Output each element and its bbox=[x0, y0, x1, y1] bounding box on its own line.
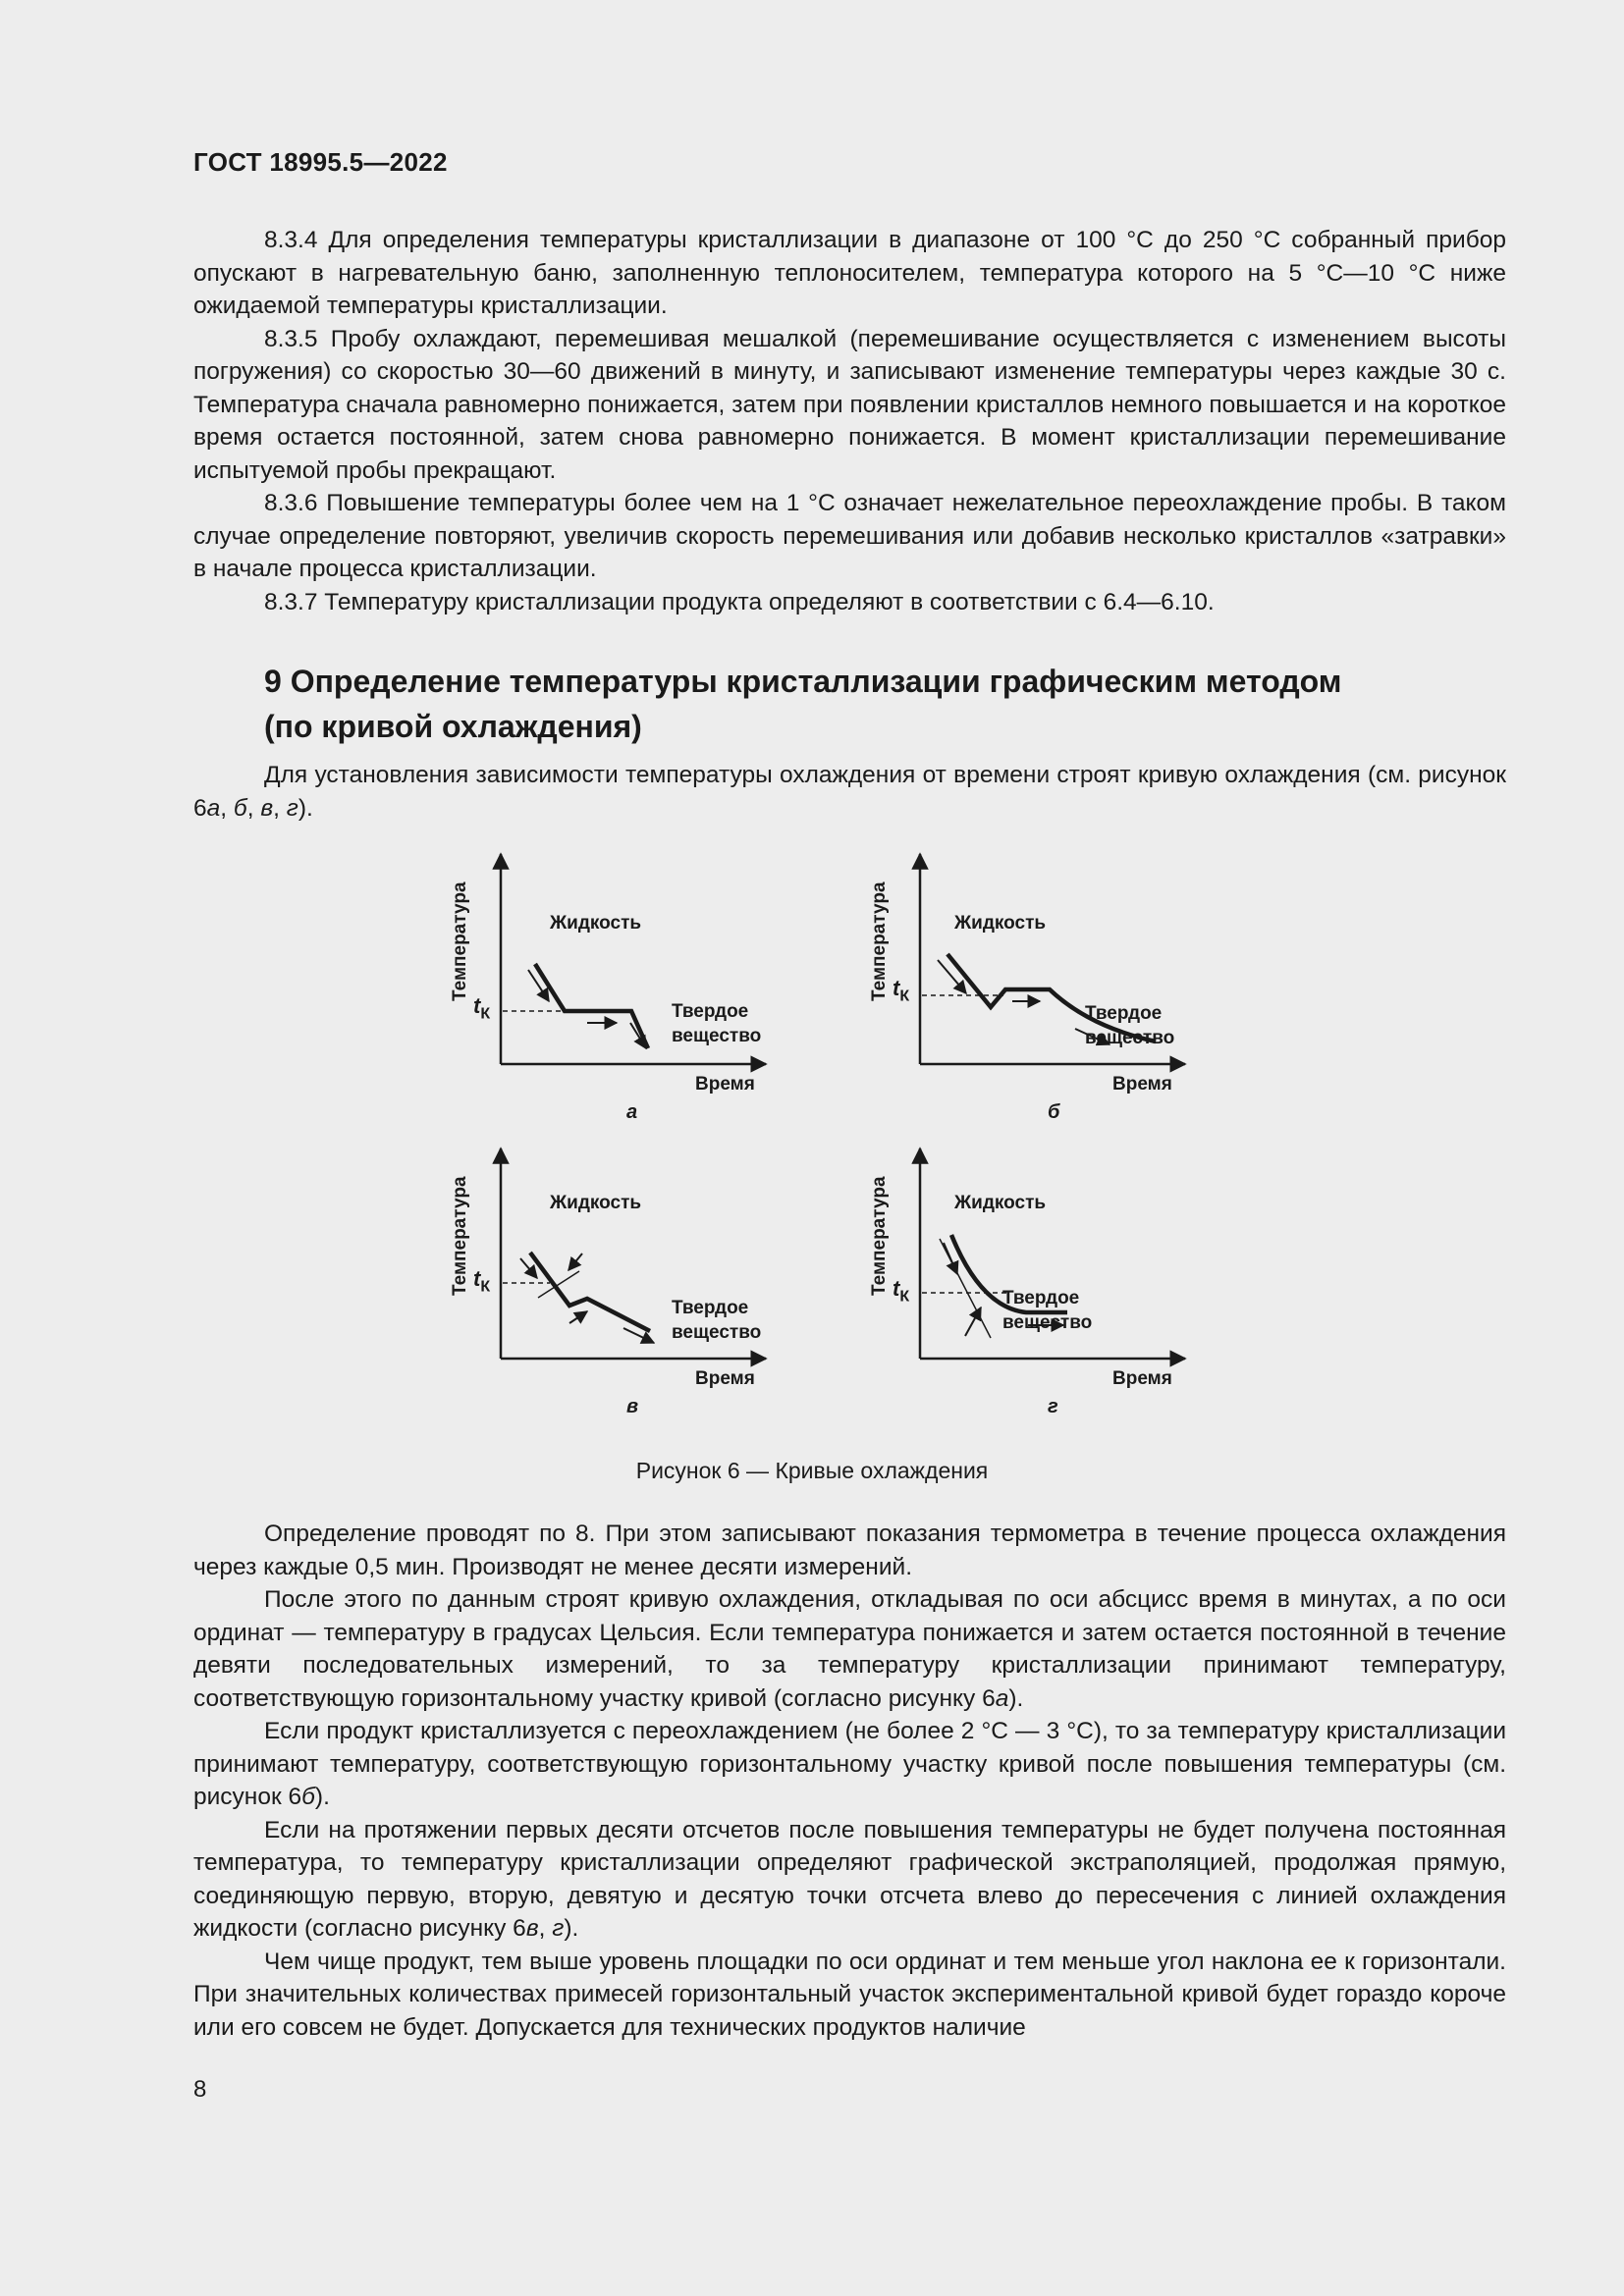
intro-sep: , bbox=[273, 794, 287, 822]
p4-text: Если на протяжении первых десяти отсчетов после повышения температуры не будет получена постоянная температура, то температуру кристаллизации определяют графической экстраполяцией, продолжая прямую, соединяющую первую, вторую, девятую и десятую точки отсчета влево до пересечения с линией охлаждения жидкости (согласно рисунку 6 bbox=[193, 1816, 1506, 1942]
arrow bbox=[528, 970, 549, 1001]
y-axis-label: Температура bbox=[869, 881, 890, 1001]
liquid-label: Жидкость bbox=[550, 913, 642, 934]
liquid-label: Жидкость bbox=[550, 1193, 642, 1213]
section-9-intro bbox=[193, 759, 1506, 825]
figure-caption: Рисунок 6 — Кривые охлаждения bbox=[635, 1458, 989, 1483]
intro-ref-b: б bbox=[233, 794, 247, 822]
intro-sep: , bbox=[220, 794, 234, 822]
cooling-curve bbox=[535, 964, 648, 1048]
intro-end: ). bbox=[298, 794, 313, 822]
panel-letter: в bbox=[626, 1396, 639, 1417]
p2-text: После этого по данным строят кривую охлаждения, откладывая по оси абсцисс время в минутах, а по оси ординат — температуру в градусах Цельсия. Если температура понижается и затем остается постоянной в течение девяти последовательных измерений, то за температуру кристаллизации принимают температуру, соответствующую горизонтальному участку кривой (согласно рисунку 6 bbox=[193, 1586, 1506, 1712]
arrow bbox=[569, 1311, 587, 1323]
panel-letter: б bbox=[1048, 1101, 1060, 1123]
section-9-title-line2: (по кривой охлаждения) bbox=[264, 709, 642, 744]
y-axis-label: Температура bbox=[450, 1176, 470, 1296]
solid-label-1: Твердое bbox=[1002, 1288, 1080, 1308]
x-axis-label: Время bbox=[695, 1074, 755, 1095]
p4-ref-1: в bbox=[525, 1915, 539, 1942]
tk-symbol: t bbox=[893, 976, 900, 1000]
panel-v bbox=[412, 1129, 844, 1433]
body-paragraph-3 bbox=[193, 1715, 1506, 1814]
solid-label-2: вещество bbox=[672, 1026, 762, 1046]
solid-label-1: Твердое bbox=[672, 1298, 749, 1318]
panel-b bbox=[832, 834, 1264, 1139]
tk-subscript: К bbox=[899, 1288, 910, 1306]
intro-ref-g: г bbox=[286, 794, 298, 822]
paragraph-8-3-6: 8.3.6 Повышение температуры более чем на 1 °С означает нежелательное переохлаждение пробы. В таком случае определение повторяют, увеличив скорость перемешивания или добавив несколько кристаллов «затравки» в начале процесса кристаллизации. bbox=[193, 490, 1506, 582]
x-axis-label: Время bbox=[1112, 1368, 1172, 1389]
section-8-paragraphs bbox=[193, 224, 1506, 618]
panel-letter: а bbox=[626, 1101, 638, 1123]
p4-end: ). bbox=[564, 1915, 579, 1942]
solid-label-1: Твердое bbox=[1085, 1003, 1163, 1024]
arrow bbox=[938, 960, 966, 993]
panel-a bbox=[412, 834, 844, 1139]
arrow bbox=[965, 1308, 981, 1336]
p3-text: Если продукт кристаллизуется с переохлаждением (не более 2 °С — 3 °С), то за температуру кристаллизации принимают температуру, соответствующую горизонтальному участку кривой после повышения температуры (см. рисунок 6 bbox=[193, 1718, 1506, 1810]
panel-a-graph bbox=[412, 834, 844, 1139]
liquid-label: Жидкость bbox=[954, 1193, 1047, 1213]
liquid-label: Жидкость bbox=[954, 913, 1047, 934]
paragraph-8-3-5: 8.3.5 Пробу охлаждают, перемешивая мешалкой (перемешивание осуществляется с изменением высоты погружения) со скоростью 30—60 движений в минуту, и записывают изменение температуры через каждые 30 с. Температура сначала равномерно понижается, затем при появлении кристаллов немного повышается и на короткое время остается постоянной, затем снова равномерно понижается. В момент кристаллизации перемешивание испытуемой пробы прекращают. bbox=[193, 325, 1506, 484]
intro-sep: , bbox=[246, 794, 261, 822]
intro-paragraph bbox=[193, 759, 1506, 825]
document-header: ГОСТ 18995.5—2022 bbox=[193, 147, 448, 177]
solid-label-2: вещество bbox=[1002, 1312, 1093, 1333]
tk-subscript: К bbox=[899, 988, 910, 1005]
panel-g bbox=[832, 1129, 1264, 1433]
tk-subscript: К bbox=[480, 1278, 491, 1296]
intro-text: Для установления зависимости температуры охлаждения от времени строят кривую охлаждения (см. рисунок 6 bbox=[193, 762, 1506, 822]
p3-ref: б bbox=[301, 1784, 315, 1810]
arrow bbox=[568, 1254, 582, 1270]
tk-label bbox=[893, 976, 909, 1005]
section-9-title-line1: 9 Определение температуры кристаллизации графическим методом bbox=[264, 664, 1342, 699]
tk-label bbox=[473, 993, 490, 1023]
solid-label-1: Твердое bbox=[672, 1001, 749, 1022]
paragraph-8-3-7: 8.3.7 Температуру кристаллизации продукта определяют в соответствии с 6.4—6.10. bbox=[264, 588, 1215, 615]
body-paragraph-1: Определение проводят по 8. При этом записывают показания термометра в течение процесса охлаждения через каждые 0,5 мин. Производят не менее десяти измерений. bbox=[193, 1521, 1506, 1580]
intro-ref-a: а bbox=[206, 794, 221, 822]
p4-sep: , bbox=[538, 1915, 553, 1942]
body-paragraph-5: Чем чище продукт, тем выше уровень площадки по оси ординат и тем меньше угол наклона ее к горизонтали. При значительных количествах примесей горизонтальный участок экспериментальной кривой будет гораздо короче или его совсем не будет. Допускается для технических продуктов наличие bbox=[193, 1948, 1506, 2041]
p2-ref: а bbox=[995, 1684, 1009, 1712]
p4-ref-2: г bbox=[552, 1915, 565, 1942]
tk-symbol: t bbox=[473, 993, 481, 1018]
p2-end: ). bbox=[1008, 1684, 1024, 1712]
x-axis-label: Время bbox=[1112, 1074, 1172, 1095]
intro-ref-v: в bbox=[260, 794, 274, 822]
section-9-body bbox=[193, 1518, 1506, 2044]
body-paragraph-4 bbox=[193, 1814, 1506, 1946]
p3-end: ). bbox=[314, 1784, 330, 1810]
tk-label bbox=[893, 1276, 909, 1306]
section-9-title bbox=[264, 659, 1491, 749]
figure-6 bbox=[412, 834, 1296, 1443]
tk-symbol: t bbox=[893, 1276, 900, 1301]
solid-label-2: вещество bbox=[1085, 1028, 1175, 1048]
paragraph-8-3-4: 8.3.4 Для определения температуры кристаллизации в диапазоне от 100 °С до 250 °С собранный прибор опускают в нагревательную баню, заполненную теплоносителем, температура которого на 5 °С—10 °С ниже ожидаемой температуры кристаллизации. bbox=[193, 227, 1506, 319]
tk-symbol: t bbox=[473, 1266, 481, 1291]
body-paragraph-2 bbox=[193, 1583, 1506, 1715]
tk-subscript: К bbox=[480, 1005, 491, 1023]
y-axis-label: Температура bbox=[869, 1176, 890, 1296]
y-axis-label: Температура bbox=[450, 881, 470, 1001]
panel-letter: г bbox=[1048, 1396, 1058, 1417]
x-axis-label: Время bbox=[695, 1368, 755, 1389]
solid-label-2: вещество bbox=[672, 1322, 762, 1343]
tk-label bbox=[473, 1266, 490, 1296]
page-number: 8 bbox=[193, 2076, 207, 2103]
